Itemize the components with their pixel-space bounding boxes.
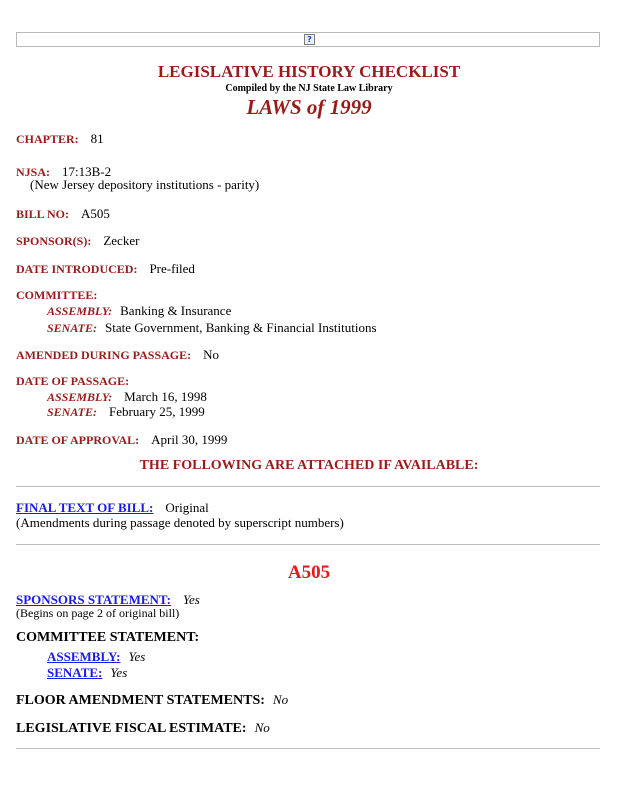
cs-senate-row [47, 664, 127, 682]
final-text-note: (Amendments during passage denoted by superscript numbers) [16, 515, 344, 530]
bill-no-label: BILL NO: [16, 207, 70, 221]
njsa-note: (New Jersey depository institutions - parity) [30, 177, 260, 192]
cs-assembly-value: Yes [128, 649, 146, 664]
page-title: LEGISLATIVE HISTORY CHECKLIST [157, 62, 461, 81]
divider [16, 544, 600, 545]
sponsors-label: SPONSOR(S): [16, 234, 92, 248]
bill-heading: A505 [287, 562, 331, 583]
fiscal-estimate-value: No [254, 720, 270, 735]
passage-senate-label: SENATE: [47, 405, 98, 419]
date-introduced-row [16, 260, 195, 278]
committee-label: COMMITTEE: [16, 288, 98, 302]
committee-assembly-label: ASSEMBLY: [47, 304, 113, 318]
divider [16, 486, 600, 487]
bill-no-row [16, 205, 110, 223]
floor-amendment-label: FLOOR AMENDMENT STATEMENTS: [16, 693, 265, 708]
committee-assembly-value: Banking & Insurance [120, 303, 232, 318]
chapter-label: CHAPTER: [16, 132, 79, 146]
sponsors-statement-note: (Begins on page 2 of original bill) [16, 606, 180, 620]
fiscal-estimate-row [16, 719, 270, 737]
fiscal-estimate-label: LEGISLATIVE FISCAL ESTIMATE: [16, 721, 247, 736]
broken-image-icon[interactable]: ? [304, 34, 315, 45]
compiled-by: Compiled by the NJ State Law Library [225, 83, 393, 94]
top-banner-frame [16, 32, 600, 47]
sponsors-value: Zecker [103, 233, 140, 248]
attached-heading: THE FOLLOWING ARE ATTACHED IF AVAILABLE: [139, 458, 479, 473]
bill-no-value: A505 [81, 206, 110, 221]
committee-statement-label: COMMITTEE STATEMENT: [16, 630, 200, 645]
date-of-passage-label: DATE OF PASSAGE: [16, 374, 130, 388]
cs-senate-link[interactable]: SENATE: [47, 665, 103, 680]
chapter-row [16, 130, 104, 148]
amended-label: AMENDED DURING PASSAGE: [16, 348, 192, 362]
committee-assembly-row [47, 302, 231, 320]
final-text-value: Original [165, 500, 209, 515]
chapter-value: 81 [90, 131, 104, 146]
passage-assembly-value: March 16, 1998 [124, 389, 207, 404]
passage-assembly-label: ASSEMBLY: [47, 390, 113, 404]
cs-senate-value: Yes [110, 665, 128, 680]
sponsors-statement-value: Yes [182, 592, 200, 607]
floor-amendment-row [16, 691, 288, 709]
passage-senate-value: February 25, 1999 [109, 404, 205, 419]
date-introduced-value: Pre-filed [149, 261, 195, 276]
sponsors-row [16, 232, 139, 250]
sponsors-statement-link[interactable]: SPONSORS STATEMENT: [16, 592, 171, 607]
floor-amendment-value: No [272, 692, 289, 707]
committee-senate-label: SENATE: [47, 321, 98, 335]
committee-senate-value: State Government, Banking & Financial Institutions [105, 320, 377, 335]
amended-row [16, 346, 219, 364]
date-of-approval-row [16, 431, 227, 449]
divider [16, 748, 600, 749]
date-of-approval-value: April 30, 1999 [151, 432, 228, 447]
njsa-label: NJSA: [16, 165, 51, 179]
final-text-link[interactable]: FINAL TEXT OF BILL: [16, 500, 154, 515]
date-introduced-label: DATE INTRODUCED: [16, 262, 138, 276]
njsa-value: 17:13B-2 [62, 164, 112, 179]
date-of-approval-label: DATE OF APPROVAL: [16, 433, 140, 447]
cs-assembly-link[interactable]: ASSEMBLY: [47, 649, 121, 664]
laws-year: LAWS of 1999 [246, 95, 372, 119]
amended-value: No [203, 347, 220, 362]
committee-senate-row [47, 319, 377, 337]
passage-senate-row [47, 403, 205, 421]
